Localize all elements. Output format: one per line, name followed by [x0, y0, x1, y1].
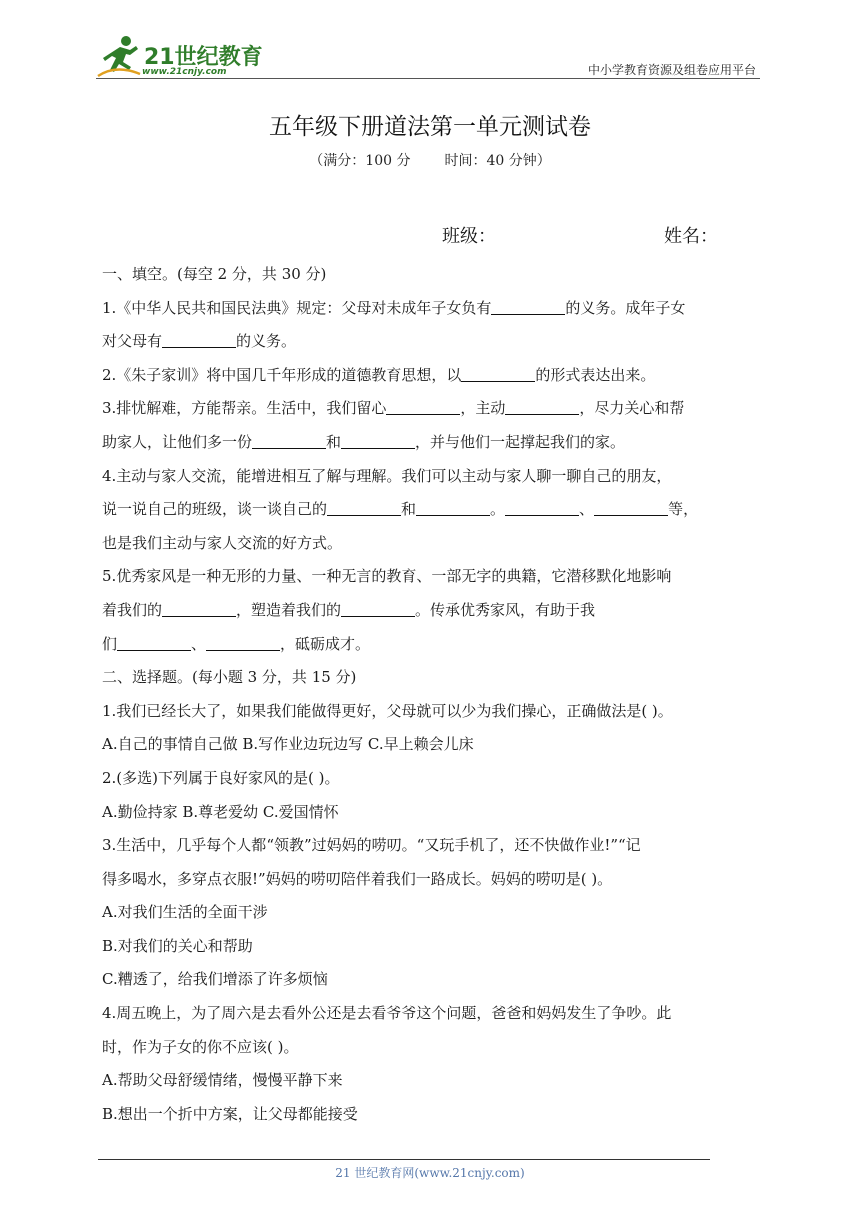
footer-link[interactable]: 21 世纪教育网(www.21cnjy.com)	[335, 1166, 525, 1180]
choice-question-3-line-2: 得多喝水，多穿点衣服!”妈妈的唠叨陪伴着我们一路成长。妈妈的唠叨是( )。	[102, 869, 613, 888]
question-1-line-1: 1.《中华人民共和国民法典》规定：父母对未成年子女负有 的义务。成年子女	[102, 298, 686, 317]
answer-blank[interactable]	[341, 432, 415, 449]
page-title: 五年级下册道法第一单元测试卷	[269, 114, 591, 140]
section-heading: 二、选择题。(每小题 3 分，共 15 分)	[102, 668, 357, 687]
runner-logo-icon	[96, 34, 144, 80]
choice-question-4-line-1: 4.周五晚上，为了周六是去看外公还是去看爷爷这个问题，爸爸和妈妈发生了争吵。此	[102, 1004, 672, 1023]
exam-time: 时间：40 分钟）	[444, 153, 551, 169]
question-4-line-3: 也是我们主动与家人交流的好方式。	[102, 533, 343, 552]
question-4-line-1: 4.主动与家人交流，能增进相互了解与理解。我们可以主动与家人聊一聊自己的朋友，	[102, 466, 672, 485]
exam-info	[0, 150, 860, 170]
question-3-line-2: 助家人，让他们多一份 和 ，并与他们一起撑起我们的家。	[102, 432, 626, 451]
answer-blank[interactable]	[341, 600, 415, 617]
answer-blank[interactable]	[252, 432, 326, 449]
site-logo[interactable]	[96, 34, 266, 80]
question-5-line-3: 们 、 ，砥砺成才。	[102, 634, 371, 653]
choice-options-2: A.勤俭持家 B.尊老爱幼 C.爱国情怀	[102, 802, 339, 821]
question-4-line-2: 说一说自己的班级，谈一谈自己的 和 。 、 等，	[102, 500, 699, 519]
class-label: 班级：	[442, 226, 496, 247]
question-2: 2.《朱子家训》将中国几千年形成的道德教育思想，以 的形式表达出来。	[102, 365, 656, 384]
answer-blank[interactable]	[594, 499, 668, 516]
choice-option: B.对我们的关心和帮助	[102, 936, 253, 955]
choice-option: A.对我们生活的全面干涉	[102, 903, 268, 922]
answer-blank[interactable]	[491, 298, 565, 315]
answer-blank[interactable]	[461, 365, 535, 382]
answer-blank[interactable]	[505, 398, 579, 415]
choice-option: B.想出一个折中方案，让父母都能接受	[102, 1104, 358, 1123]
choice-options-1: A.自己的事情自己做 B.写作业边玩边写 C.早上赖会儿床	[102, 735, 474, 754]
question-5-line-2: 着我们的 ，塑造着我们的 。传承优秀家风，有助于我	[102, 600, 596, 619]
question-1-line-2: 对父母有 的义务。	[102, 332, 297, 351]
answer-blank[interactable]	[505, 499, 579, 516]
question-5-line-1: 5.优秀家风是一种无形的力量、一种无言的教育、一部无字的典籍，它潜移默化地影响	[102, 567, 672, 586]
footer-divider	[98, 1159, 710, 1160]
header-divider	[96, 78, 760, 79]
answer-blank[interactable]	[386, 398, 460, 415]
choice-question-1: 1.我们已经长大了，如果我们能做得更好，父母就可以少为我们操心，正确做法是( )。	[102, 701, 673, 720]
page-header	[96, 34, 760, 80]
answer-blank[interactable]	[117, 634, 191, 651]
choice-option: C.糟透了，给我们增添了许多烦恼	[102, 970, 328, 989]
full-score: （满分：100 分	[309, 153, 411, 169]
answer-blank[interactable]	[206, 634, 280, 651]
exam-body	[102, 258, 764, 1131]
answer-blank[interactable]	[327, 499, 401, 516]
choice-option: A.帮助父母舒缓情绪，慢慢平静下来	[102, 1071, 343, 1090]
choice-question-2: 2.(多选)下列属于良好家风的是( )。	[102, 768, 340, 787]
question-3-line-1: 3.排忧解难，方能帮亲。生活中，我们留心 ，主动 ，尽力关心和帮	[102, 399, 685, 418]
choice-question-3-line-1: 3.生活中，几乎每个人都“领教”过妈妈的唠叨。“又玩手机了，还不快做作业!”“记	[102, 836, 641, 855]
answer-blank[interactable]	[416, 499, 490, 516]
answer-blank[interactable]	[162, 600, 236, 617]
choice-question-4-line-2: 时，作为子女的你不应该( )。	[102, 1037, 299, 1056]
answer-blank[interactable]	[162, 331, 236, 348]
name-label: 姓名：	[664, 226, 718, 247]
platform-name: 中小学教育资源及组卷应用平台	[587, 63, 756, 77]
logo-text: 21世纪教育	[144, 45, 263, 70]
logo-url: www.21cnjy.com	[142, 67, 227, 77]
section-heading: 一、填空。(每空 2 分，共 30 分)	[102, 265, 327, 283]
